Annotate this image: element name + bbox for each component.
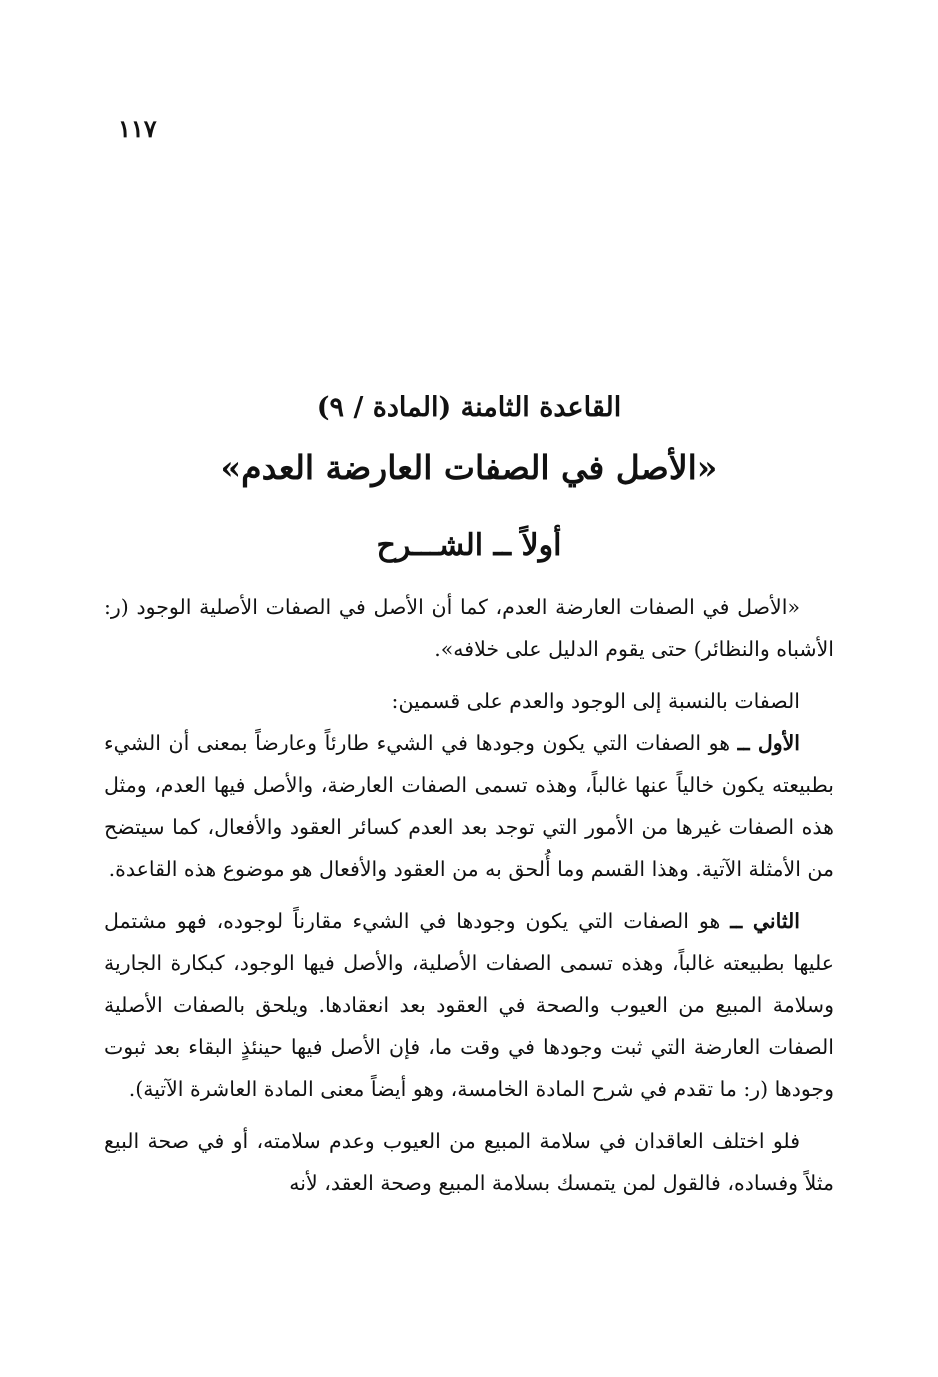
paragraph-lead: الثاني ــ xyxy=(730,909,800,933)
body-text xyxy=(104,586,834,1204)
paragraph-text: الصفات بالنسبة إلى الوجود والعدم على قسمين: xyxy=(391,689,800,713)
page-number: ١١٧ xyxy=(118,114,157,143)
paragraph-text: فلو اختلف العاقدان في سلامة المبيع من العيوب وعدم سلامته، أو في صحة البيع مثلاً وفساده، فالقول لمن يتمسك بسلامة المبيع وصحة العقد، لأنه xyxy=(104,1129,834,1195)
rule-title: القاعدة الثامنة (المادة / ٩) xyxy=(316,392,622,423)
paragraph-text: هو الصفات التي يكون وجودها في الشيء مقارناً لوجوده، فهو مشتمل عليها بطبيعته غالباً، وهذه تسمى الصفات الأصلية، والأصل فيها الوجود، كبكارة الجارية وسلامة المبيع من العيوب والصحة في العقود بعد انعقادها. ويلحق بالصفات الأصلية الصفات العارضة التي ثبت وجودها في وقت ما، فإن الأصل فيها حينئذٍ البقاء بعد ثبوت وجودها (ر: ما تقدم في شرح المادة الخامسة، وهو أيضاً معنى المادة العاشرة الآتية). xyxy=(104,909,834,1101)
paragraph-second-type xyxy=(104,900,834,1110)
paragraph-first-type xyxy=(104,722,834,890)
paragraph-text: هو الصفات التي يكون وجودها في الشيء طارئاً وعارضاً بمعنى أن الشيء بطبيعته يكون خالياً عنها غالباً، وهذه تسمى الصفات العارضة، والأصل فيها العدم، ومثل هذه الصفات غيرها من الأمور التي توجد بعد العدم كسائر العقود والأفعال، كما سيتضح من الأمثلة الآتية. وهذا القسم وما أُلحق به من العقود والأفعال هو موضوع هذه القاعدة. xyxy=(104,731,834,881)
rule-subtitle: «الأصل في الصفات العارضة العدم» xyxy=(220,448,718,487)
paragraph-lead: الأول ــ xyxy=(737,731,800,755)
paragraph-definition xyxy=(104,586,834,670)
section-heading: أولاً ــ الشـــرح xyxy=(376,528,562,563)
paragraph-intro xyxy=(104,680,834,722)
paragraph-example xyxy=(104,1120,834,1204)
paragraph-text: «الأصل في الصفات العارضة العدم، كما أن الأصل في الصفات الأصلية الوجود (ر: الأشباه والنظائر) حتى يقوم الدليل على خلافه». xyxy=(104,595,834,661)
